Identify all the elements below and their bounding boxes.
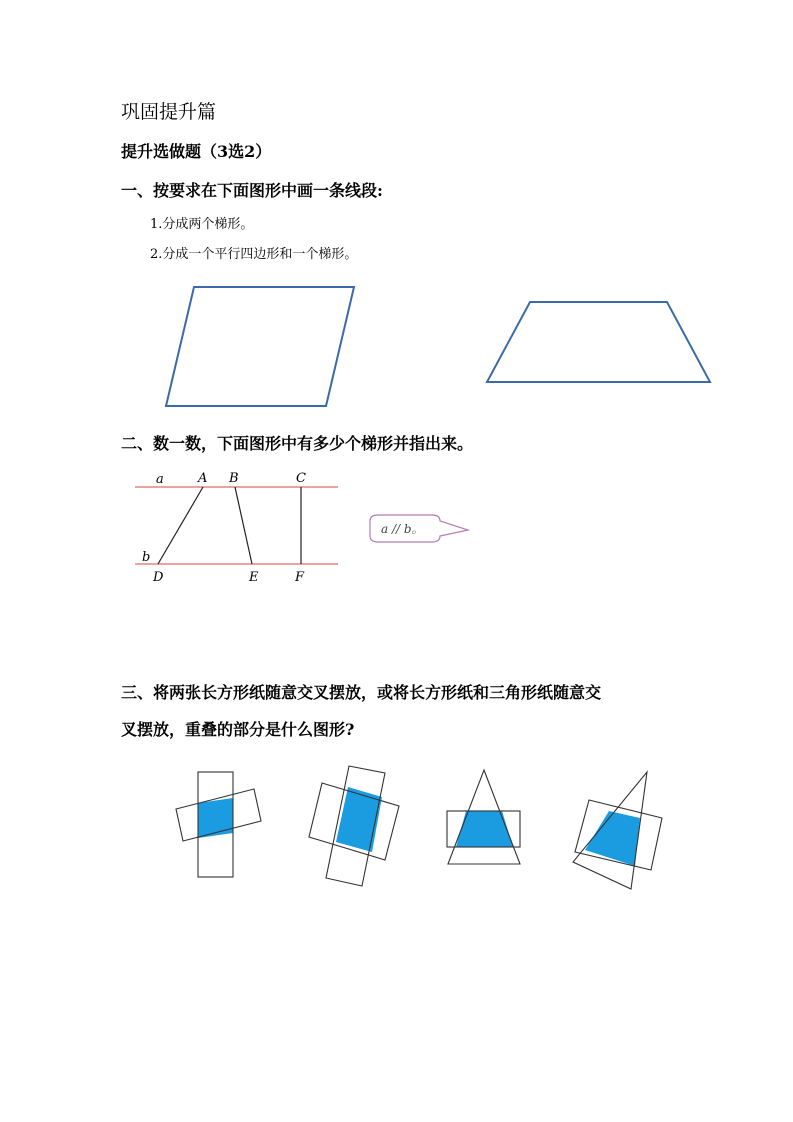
overlap-region-4 xyxy=(585,811,640,866)
question-3-line-1: 三、将两张长方形纸随意交叉摆放，或将长方形纸和三角形纸随意交 xyxy=(121,683,602,702)
page-title: 巩固提升篇 xyxy=(121,101,217,123)
overlap-region-3 xyxy=(456,811,513,847)
question-1-item-1: 1.分成两个梯形。 xyxy=(150,217,254,232)
overlap-figure-2 xyxy=(309,766,399,886)
label-F: F xyxy=(295,570,305,585)
question-3-line-2: 叉摆放，重叠的部分是什么图形? xyxy=(121,720,355,739)
question-1-item-2: 2.分成一个平行四边形和一个梯形。 xyxy=(150,247,358,262)
overlap-figure-3 xyxy=(447,770,520,864)
segment-ad xyxy=(158,487,203,564)
label-C: C xyxy=(296,471,306,486)
section-subtitle: 提升选做题（3选2） xyxy=(121,142,272,161)
segment-be xyxy=(235,487,252,564)
question-2: 二、数一数，下面图形中有多少个梯形并指出来。 xyxy=(121,434,474,453)
label-a: a xyxy=(156,472,164,487)
label-D: D xyxy=(153,570,164,585)
label-E: E xyxy=(249,570,259,585)
trapezoid-shape[interactable] xyxy=(487,302,710,382)
speech-bubble-text: a // b。 xyxy=(381,522,424,536)
label-B: B xyxy=(229,471,239,486)
overlap-figure-4 xyxy=(573,772,662,889)
parallelogram-shape[interactable] xyxy=(166,287,354,406)
overlap-region-1 xyxy=(198,798,233,838)
label-A: A xyxy=(198,471,208,486)
question-1: 一、按要求在下面图形中画一条线段: xyxy=(121,181,383,200)
overlap-figure-1 xyxy=(176,772,261,877)
label-b: b xyxy=(142,550,151,565)
